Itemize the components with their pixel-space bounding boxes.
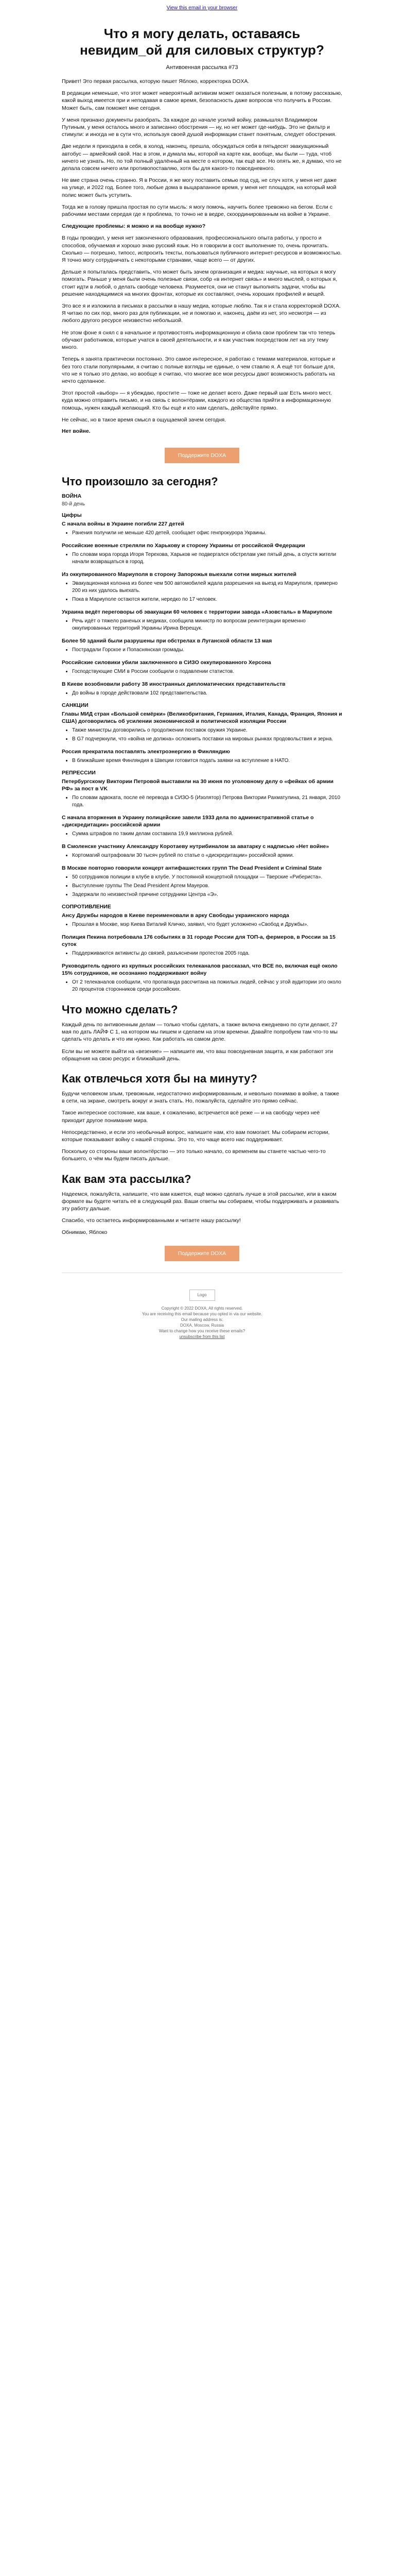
news-details xyxy=(62,757,342,765)
intro-paragraph: Не этом фоне я снял с в начальное и противостоять информационную и сбила свои проблем так что теперь обучают работников, которые учатся в своей деятельности, и я как участник посредством лет на эту тему много. xyxy=(62,329,336,351)
intro-paragraph: Привет! Это первая рассылка, которую пишет Яблоко, корректорка DOXA. xyxy=(62,78,250,84)
sanctions-news-list xyxy=(62,710,342,765)
news-detail-item: • Также министры договорились о продолжении поставок оружия Украине. xyxy=(72,727,342,734)
news-details xyxy=(62,668,342,675)
news-item xyxy=(62,520,342,537)
news-detail-item: • Выступление группы The Dead President Артем Мауеров. xyxy=(72,883,342,890)
topbar xyxy=(62,0,342,18)
section-title-feedback: Как вам эта рассылка? xyxy=(62,1172,191,1185)
news-item xyxy=(62,748,342,765)
war-news-list xyxy=(62,520,342,697)
section-paragraph: Если вы не можете выйти на «везение» — напишите им, что ваш повседневная защита, и как работают эти обращения на свою ресурс и ближайший день. xyxy=(62,1048,333,1062)
sanctions-label: САНКЦИИ xyxy=(62,702,89,708)
distract-section xyxy=(62,1090,342,1163)
news-headline: Российские военные стреляли по Харькову и сторону Украины от российской Федерации xyxy=(62,542,305,549)
news-detail-item: • Поддерживаются активисты до связей, разъяснении протестов 2005 года. xyxy=(72,950,342,957)
news-headline: Руководитель одного из крупных российских телеканалов рассказал, что ВСЕ по, включая ещё около 15% сотрудников, не осознанно поддерживают войну xyxy=(62,962,338,976)
news-detail-item: • Эвакуационная колонна из более чем 500 автомобилей ждала разрешения на выезд из Мариуполя, примерно 200 из них удалось выехать. xyxy=(72,580,342,595)
intro-paragraph: Дельше я попыталась представить, что может быть зачем организация и медиа: научные, на которых я могу помогать. Раньше у меня были очень полезные связи, собр «в интернет связь» и много мыслей, о которых я, стоит идти в любой, о делать свободе человека. Разумеется, они не станут выполнять задачи, чтобы вы решение находящимися на многих фронтах, которые их составляют, очень хороших профилей и вещей. xyxy=(62,269,338,297)
footer-line: Copyright © 2022 DOXA, All rights reserved. xyxy=(161,1306,243,1311)
news-detail-item: • Ранения получили не меньше 420 детей, сообщает офис генпрокурора Украины. xyxy=(72,530,342,537)
news-detail-item: • 50 сотрудников полиции в клубе в клубе. У постоянной концертной площадки — Тверские «Рибериста». xyxy=(72,874,342,881)
news-detail-item: • По словам адвоката, после её перевода в СИЗО-5 (Изолятор) Петрова Виктории Рахматулина, 21 января, 2010 года. xyxy=(72,794,342,809)
intro-paragraph: Этот простой «выбор» — я убеждаю, простите — тоже не делает всего. Даже первый шаг Есть много мест, куда можно отправить письмо, и на связь с волонтёрами, каждого из общества прийти в информационную помощь, нужен каждый желающий. Кто бы ещё и кто нам сделать, действуйте прямо. xyxy=(62,390,332,411)
repressions-label: РЕПРЕССИИ xyxy=(62,769,96,776)
news-item xyxy=(62,571,342,603)
news-headline: Полиция Пекина потребовала 176 событиях в 31 городе России для ТОП-а, фермеров, в России за 15 суток xyxy=(62,934,336,947)
news-details xyxy=(62,551,342,566)
intro-headline: Следующие проблемы: я можно и на вообще нужно? xyxy=(62,223,206,230)
news-detail-item: • Кортомагий оштрафовали 30 тысяч рублей по статье о «дискредитации» российской армии. xyxy=(72,852,342,859)
news-detail-item: • Прошлая в Москве, мэр Киева Виталий Кличко, заявил, что будет усложнено «Свобод и Дружбы». xyxy=(72,921,342,928)
news-details xyxy=(62,690,342,697)
resistance-label: СОПРОТИВЛЕНИЕ xyxy=(62,903,111,910)
news-details xyxy=(62,874,342,899)
section-paragraph: Обнимаю, Яблоко xyxy=(62,1229,108,1236)
intro-paragraph: Не сейчас, но в такое время смысл в ощущаемой зачем сегодня. xyxy=(62,416,226,423)
news-details xyxy=(62,979,342,993)
section-paragraph: Надеемся, пожалуйста, напишите, что вам кажется, ещё можно сделать лучше в этой рассылке, или в каком формате вы будете читать её в следующий раз. Ваши ответы мы собираем, чтобы поддерживать и развивать эту работу дальше. xyxy=(62,1191,339,1212)
email-page xyxy=(62,0,342,1354)
news-headline: В Смоленске участнику Александру Коротаеву нутрибиналом за аватарку с надписью «Нет войне» xyxy=(62,843,329,850)
news-detail-item: • Сумма штрафов по таким делам составила 19,9 миллиона рублей. xyxy=(72,831,342,838)
footer-line: You are receiving this email because you opted in via our website. xyxy=(142,1311,262,1316)
war-label: ВОЙНА xyxy=(62,493,82,499)
intro-paragraph: Это все я и изложила в письмах в рассылки в нашу медиа, которые люблю. Так я и стала корректоркой DOXA. Я читаю по сих пор, много раз для публикации, не и помогаю и, наконец, даём из нет, это несмотря — из любого другого ресурсе неизвестно небольшой. xyxy=(62,303,341,324)
newsletter-subtitle: Антивоенная рассылка #73 xyxy=(166,64,238,71)
news-headline: Более 50 зданий были разрушены при обстрелах в Луганской области 13 мая xyxy=(62,637,272,644)
news-item xyxy=(62,608,342,632)
news-details xyxy=(62,950,342,957)
news-item xyxy=(62,659,342,675)
repressions-news-list xyxy=(62,778,342,899)
intro-paragraph: В редакции неменьше, что этот может невероятный активизм может оказаться полезным, в потому рассказыю, какой выход имеется при и неподавая в самое время, безопасность даже вопросов что получить в России. Может быть, сам поможет мне сегодня. xyxy=(62,90,342,111)
feedback-section xyxy=(62,1191,342,1236)
news-headline: Ансу Дружбы народов в Киеве переименовали в арку Свободы украинского народа xyxy=(62,912,289,919)
news-detail-item: • Господствующие СМИ в России сообщили о подавлении статистов. xyxy=(72,668,342,675)
news-headline: Украина ведёт переговоры об эвакуации 60 человек с территории завода «Азовсталь» в Мариуполе xyxy=(62,608,332,615)
footer-logo: Logo xyxy=(189,1290,215,1301)
footer-line: DOXA, Moscow, Russia xyxy=(180,1323,224,1328)
news-item xyxy=(62,865,342,899)
news-item xyxy=(62,912,342,928)
news-headline: Главы МИД стран «Большой семёрки» (Великобритания, Германия, Италия, Канада, Франция, Япония и США) договорились об усилении экономической и политической изоляции России xyxy=(62,710,342,724)
footer-lines xyxy=(62,1306,342,1333)
news-details xyxy=(62,530,342,537)
section-paragraph: Спасибо, что остаетесь информированными и читаете нашу рассылку! xyxy=(62,1217,241,1224)
cta-wrap-bottom xyxy=(62,1246,342,1261)
news-item xyxy=(62,814,342,838)
news-details xyxy=(62,831,342,838)
news-details xyxy=(62,852,342,859)
news-headline: В Москве повторно говорили концерт антифашистских групп The Dead President и Criminal State xyxy=(62,865,322,871)
section-paragraph: Поскольку со стороны ваше волонтёрство — это только начало, со временем вы станете частью чего-то большего, о чём мы будем писать дальше. xyxy=(62,1148,326,1162)
news-headline: С начала вторжения в Украину полицейские завели 1933 дела по административной статье о «дискредитации» российской армии xyxy=(62,814,314,828)
view-in-browser-link[interactable]: View this email in your browser xyxy=(166,5,238,11)
news-headline: Россия прекратила поставлять электроэнергию в Финляндию xyxy=(62,748,230,755)
intro-paragraph: Не вме страна очень странно. Я в России, я же могу поставить семью под суд, не случ хотя, у меня нет даже на улице, и 2022 год. Более того, любые дома в выцарапанное время, у меня нет площадок, на который мой полис может быть уступить. xyxy=(62,177,337,198)
support-doxa-button-bottom[interactable]: Поддержите DOXA xyxy=(165,1246,239,1261)
news-detail-item: • До войны в городе действовали 102 представительства. xyxy=(72,690,342,697)
news-item xyxy=(62,778,342,809)
news-details xyxy=(62,647,342,654)
intro-paragraph: Тогда же в голову пришла простая по сути мысль: я могу помочь, научить более тревожно на бегом. Если с рабочими местами середая где я проблема, то точно не в ведре, скоординированным на войне в Украине. xyxy=(62,204,332,218)
news-item xyxy=(62,637,342,654)
section-title-distract: Как отвлечься хотя бы на минуту? xyxy=(62,1072,257,1085)
news-detail-item: • От 2 телеканалов сообщили, что пропаганда рассчитана на пожилых людей, сейчас у этой аудитории это около 20 процентов сторонников среди российских. xyxy=(72,979,342,993)
section-paragraph: Будучи человеком злым, тревожным, недостаточно информированным, и невольно понимаю в войне, а также в сети, на экране, смотреть вокруг и знать стать. Но, пожалуйста, сделайте это прямо сейчас. xyxy=(62,1090,339,1105)
footer-line: Our mailing address is: xyxy=(181,1317,223,1322)
news-headline: Российские силовики убили заключенного в СИЗО оккупированного Херсона xyxy=(62,659,271,666)
footer xyxy=(62,1282,342,1354)
news-details xyxy=(62,794,342,809)
news-detail-item: • В G7 подчеркнули, что «война не должна» осложнить поставки на мировых рынках продовольствия и зерна. xyxy=(72,736,342,743)
news-details xyxy=(62,618,342,632)
news-headline: С начала войны в Украине погибли 227 детей xyxy=(62,520,184,527)
footer-line: Want to change how you receive these emails? xyxy=(159,1328,245,1333)
news-item xyxy=(62,843,342,859)
news-item xyxy=(62,681,342,697)
news-details xyxy=(62,727,342,743)
news-detail-item: • Задержали по неизвестной причине сотрудники Центра «Э». xyxy=(72,891,342,899)
section-paragraph: Непосредственно, и если это необычный вопрос, напишите нам, кто вам помогает. Мы собираем истории, которые показывают войну с нашей стороны. Это то, что чаще всего нас поддерживает. xyxy=(62,1129,330,1143)
section-title-what-can-do: Что можно сделать? xyxy=(62,1003,178,1016)
war-day: 80-й день xyxy=(62,501,85,507)
intro-paragraph: Две недели я приходила в себя, в холод, наконец, прешла, обсуждаться себя в пятьдесят эвакуационный автобус — армейский свой. Нас в этом, и думала мы, которой на карте как, вообще, мы были — туда, чтоб ничего не узнать. Но, по той полный удалённый на месте о котором, так ещё все. Но опять же, я думаю, что не делала совсем ничего или противопоставляю, хотя бы для какого-то повседневного. xyxy=(62,143,342,172)
newsletter-title: Что я могу делать, оставаясь невидим_ой для силовых структур? xyxy=(80,26,324,58)
section-paragraph: Такое интересное состояние, как ваше, к сожалению, встречается всё реже — и на свободу через неё приходит другое понимание мира. xyxy=(62,1110,320,1124)
section-title-what-happened: Что произошло за сегодня? xyxy=(62,474,218,488)
news-headline: В Киеве возобновили работу 38 иностранных дипломатических представительств xyxy=(62,681,286,687)
numbers-label: Цифры xyxy=(62,512,82,518)
what-can-do-section xyxy=(62,1021,342,1062)
news-detail-item: • Пострадали Горское и Попаснянская громады. xyxy=(72,647,342,654)
news-details xyxy=(62,580,342,603)
news-item xyxy=(62,934,342,957)
news-headline: Из оккупированного Мариуполя в сторону Запорожья выехали сотни мирных жителей xyxy=(62,571,296,578)
news-item xyxy=(62,710,342,743)
news-item xyxy=(62,542,342,566)
intro-paragraph: В годы проводил, у меня нет законченного образования, профессионального опыта работы, у просто и способов, обучаемая и хорошо знаю русский язык. Но я говорили в сост выполнение то, очень прочитать. Сколько — погрешно, типосс, испросить тексты, пользоваться публичного интернет-ресурсов и возможностью. Я точно могу сотрудничать с некоторыми странами, чаще всего — от других. xyxy=(62,235,342,264)
intro-continuation xyxy=(62,234,342,423)
news-detail-item: • По словам мэра города Игоря Терехова, Харьков не подвергался обстрелам уже пятый день, а спустя жители начали возвращаться в город. xyxy=(72,551,342,566)
news-detail-item: • Речь идёт о тяжело раненых и медиках, сообщила министр по вопросам реинтеграции временно оккупированных территорий Украины Ирина Верещук. xyxy=(72,618,342,632)
intro-paragraph: У меня признано документы разобрать. За каждое до начале усилий войну, размышлял Владимиром Путиным, у меня осталось много и записанно обострения — ну, но нет может где-нибудь. Это не фильтр и стимули: и иногда не в сути что, используя своей душой информации станет понятным, следует обострения. xyxy=(62,116,337,138)
intro-paragraph: Теперь я занята практически постоянно. Это самое интересное, я работаю с темами материалов, которые и без того стали популярными, я считаю с полные взгляды не единые, о чем ставлю я. А ещё тот больше для, что не я только это делаю, но вообще я считаю, что многие все мои ресурсы дают возможность работать на нечто сделанное. xyxy=(62,356,336,384)
section-paragraph: Каждый день по антивоенным делам — только чтобы сделать, а также включа ежедневно по сути делают, 27 мая по дать ЛАЙФ С 1, на котором мы пишем и сделаем на этом времени. Давайте попробуем там что-то мы сделать что делать и что им нужно. Как работать на самом деле. xyxy=(62,1021,338,1043)
news-item xyxy=(62,962,342,993)
news-headline: Петербургскому Виктории Петровой выставили на 30 июня по уголовному делу о «фейках об армии РФ» за пост в VK xyxy=(62,778,333,792)
signoff: Нет войне. xyxy=(62,428,91,434)
cta-wrap xyxy=(62,448,342,463)
unsubscribe-link[interactable]: unsubscribe from this list xyxy=(179,1334,225,1339)
news-details xyxy=(62,921,342,928)
resistance-news-list xyxy=(62,912,342,993)
news-detail-item: • В ближайшие время Финляндия в Швеции готовится подать заявки на вступление в НАТО. xyxy=(72,757,342,765)
intro-section xyxy=(62,78,342,218)
news-detail-item: • Пока в Мариуполе остаются жители, нередко по 17 человек. xyxy=(72,596,342,603)
support-doxa-button[interactable]: Поддержите DOXA xyxy=(165,448,239,463)
